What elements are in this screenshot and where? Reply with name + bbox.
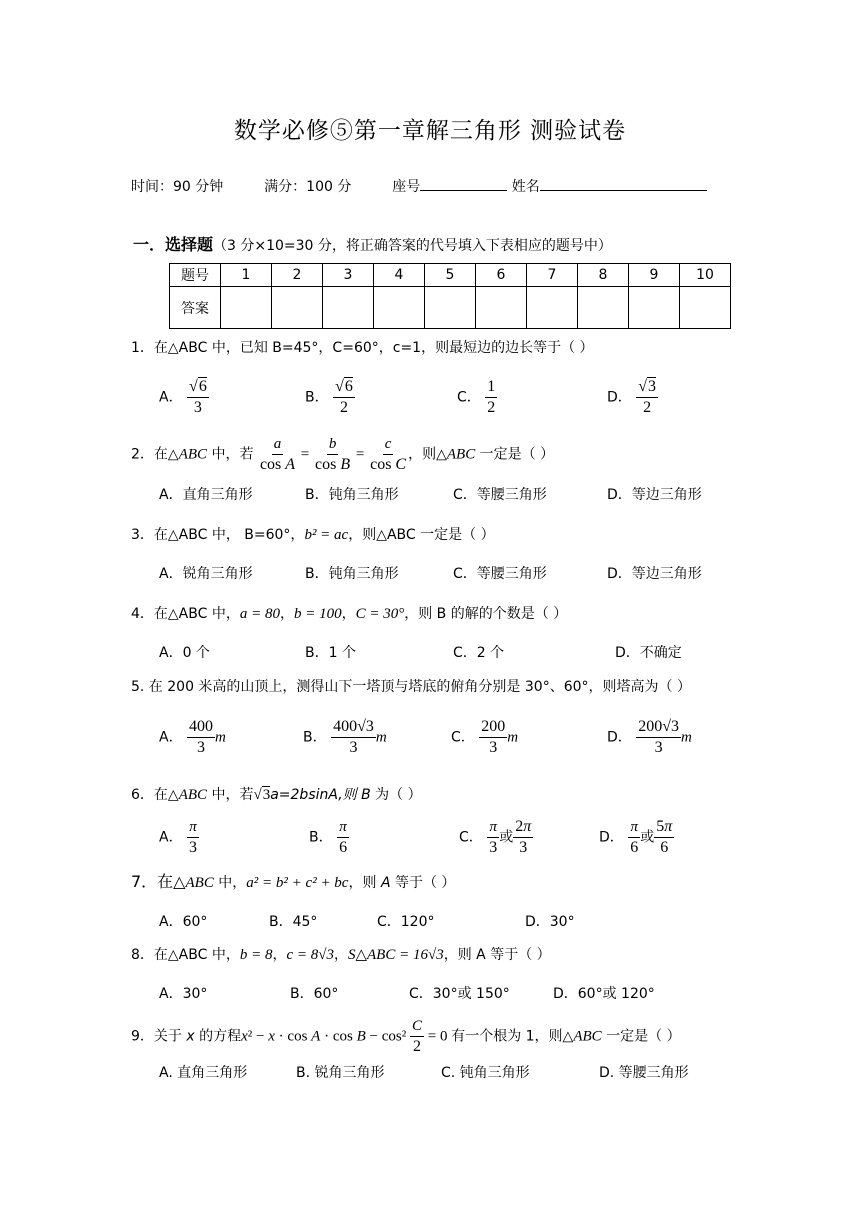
numerator: 6 [344, 378, 353, 395]
question-9-option-b: B. 锐角三角形 [296, 1065, 385, 1081]
question-7-option-a: A．60° [159, 914, 208, 930]
question-9-option-a: A. 直角三角形 [159, 1065, 248, 1081]
numerator: 3 [648, 378, 657, 395]
q2-abc-2: ABC [446, 446, 476, 463]
question-1-option-b [305, 377, 355, 418]
question-2-option-a: A．直角三角形 [159, 487, 253, 503]
question-9-option-d: D. 等腰三角形 [599, 1065, 689, 1081]
option-letter: D． [599, 829, 624, 846]
q4-tail: ，则 B 的解的个数是（ ） [404, 606, 568, 622]
denominator: 3 [489, 739, 498, 756]
question-5-option-d [607, 717, 692, 758]
question-2-option-d: D．等边三角形 [607, 487, 702, 503]
question-6-option-c [459, 817, 533, 858]
denominator: 3 [197, 739, 206, 756]
answer-table-header-label: 题号 [170, 264, 221, 287]
option-fraction: $\frac{\pi}{6}$ [339, 819, 348, 856]
answer-cell[interactable] [680, 287, 731, 329]
option-fraction: $\frac{\pi}{6}$ [630, 819, 639, 856]
denominator: 2 [643, 399, 652, 416]
q8-c: c = 8√3 [286, 947, 334, 963]
question-8-stem: 8．在△ABC 中，b = 8，c = 8√3，S△ABC = 16√3，则 A 等于（ ） [131, 947, 551, 963]
question-4-option-a: A．0 个 [159, 645, 210, 661]
question-3-option-a: A．锐角三角形 [159, 566, 253, 582]
option-fraction: $\frac{\pi}{3}$ [189, 819, 198, 856]
answer-table-answer-row [170, 287, 731, 329]
section-heading [133, 232, 612, 255]
q9-x: x [186, 1028, 195, 1045]
q9-abc: ABC [573, 1028, 602, 1045]
q6-expression: a=2bsinA,则 [270, 787, 362, 803]
answer-cell[interactable] [374, 287, 425, 329]
question-6-option-d [599, 817, 674, 858]
q6-mid: 中，若 [207, 787, 254, 803]
time-label: 时间：90 分钟 [131, 179, 224, 195]
option-letter: A． [159, 829, 183, 846]
question-8-option-c: C．30°或 150° [409, 986, 510, 1002]
question-2-option-b: B．钝角三角形 [305, 487, 399, 503]
question-3-option-c: C．等腰三角形 [453, 566, 547, 582]
numerator: 1 [485, 377, 497, 398]
q7-mid: 中， [213, 875, 247, 891]
question-5-stem: 5. 在 200 米高的山顶上，测得山下一塔顶与塔底的俯角分别是 30°、60°，则塔高为（ ） [131, 679, 691, 695]
option-fraction [331, 717, 376, 758]
question-5-option-a [159, 717, 226, 758]
option-letter: A． [159, 729, 183, 746]
q6-tail: 为（ ） [370, 787, 422, 803]
question-1-option-a [159, 377, 209, 418]
denominator: 2 [487, 399, 496, 416]
answer-cell[interactable] [476, 287, 527, 329]
option-fraction [636, 717, 681, 758]
q4-c: C = 30° [355, 606, 405, 622]
answer-table-number: 3 [323, 264, 374, 287]
answer-cell[interactable] [323, 287, 374, 329]
answer-table-number: 8 [578, 264, 629, 287]
q7-tail: ，则 [348, 875, 381, 891]
question-4-option-b: B．1 个 [305, 645, 356, 661]
option-letter: C． [459, 829, 483, 846]
unit: m [507, 729, 519, 746]
question-5-option-c [451, 717, 518, 758]
option-fraction: $\frac{√6}{3}$ [189, 378, 207, 416]
question-8-option-d: D．60°或 120° [553, 986, 655, 1002]
q6-lead: 6．在△ [131, 787, 179, 803]
question-4-option-c: C．2 个 [453, 645, 505, 661]
q9-fraction: $\frac{C}{2}$ [411, 1018, 422, 1055]
question-2-stem: 2．在△ABC 中，若 $\frac{a}{\text{cos A}}$ = $\frac{b}{\text{cos B}}$ = $\frac{c}{\text{cos C}}$ ，则△ABC 一定是（ ） [131, 436, 555, 473]
question-3-option-d: D．等边三角形 [607, 566, 702, 582]
q3-lead: 3．在△ABC 中， B=60°， [131, 527, 305, 543]
section-note: （3 分×10=30 分，将正确答案的代号填入下表相应的题号中） [213, 238, 612, 254]
q4-lead: 4．在△ABC 中， [131, 606, 240, 622]
page-title: 数学必修⑤第一章解三角形 测验试卷 [233, 118, 627, 144]
q3-equation: b² = ac [304, 527, 349, 543]
answer-cell[interactable] [629, 287, 680, 329]
question-1-stem: 1．在△ABC 中，已知 B=45°，C=60°，c=1，则最短边的边长等于（ ） [131, 340, 594, 356]
q2-frac-b: $\frac{b}{\text{cos B}}$ [315, 436, 351, 473]
q2-tail2: 一定是（ ） [475, 446, 555, 463]
question-6-option-b [309, 817, 349, 858]
question-3-stem [131, 524, 495, 544]
unit: m [215, 729, 226, 746]
option-fraction: $\frac{2\pi}{3}$ [515, 818, 532, 856]
answer-table-number: 2 [272, 264, 323, 287]
answer-table-number: 5 [425, 264, 476, 287]
q8-tail: ，则 A 等于（ ） [443, 947, 551, 963]
option-letter: A． [159, 389, 183, 406]
question-9-stem: 9．关于 x 的方程x² − x · cos A · cos B − cos² $\frac{C}{2}$ = 0 有一个根为 1，则△ABC 一定是（ ） [131, 1018, 681, 1055]
question-9-option-c: C. 钝角三角形 [441, 1065, 530, 1081]
unit: m [375, 729, 387, 746]
q2-frac-c: $\frac{c}{\text{cos C}}$ [370, 436, 407, 473]
option-fraction: $\frac{√6}{2}$ [335, 378, 353, 416]
answer-table [169, 263, 731, 329]
denominator: 3 [193, 399, 202, 416]
question-1-option-d [607, 377, 658, 418]
q2-tail: ，则△ [408, 446, 447, 463]
question-7-option-d: D．30° [525, 914, 575, 930]
q2-frac-a: $\frac{a}{\text{cos A}}$ [259, 436, 296, 473]
option-letter: D． [607, 729, 632, 746]
q2-abc: ABC [178, 446, 208, 463]
answer-cell[interactable] [221, 287, 272, 329]
question-4-option-d: D．不确定 [615, 645, 682, 661]
score-label: 满分：100 分 [264, 179, 352, 195]
q9-tail: 有一个根为 1，则△ [451, 1028, 574, 1045]
exam-info-line [131, 176, 707, 196]
question-6-option-a [159, 817, 199, 858]
numerator: 400 [187, 717, 215, 738]
q2-lead: 2．在△ [131, 446, 179, 463]
q2-mid: 中，若 [207, 446, 254, 463]
q9-tail2: 一定是（ ） [601, 1028, 681, 1045]
answer-table-number: 6 [476, 264, 527, 287]
option-fraction [187, 717, 215, 758]
option-fraction [485, 377, 497, 418]
q7-a-variable: A [380, 875, 391, 891]
or-text: 或 [499, 829, 514, 846]
option-letter: B． [309, 829, 333, 846]
question-7-stem [131, 869, 455, 892]
name-blank[interactable] [540, 176, 707, 191]
q8-lead: 8．在△ABC 中， [131, 947, 240, 963]
option-letter: C． [457, 389, 481, 406]
option-letter: D． [607, 389, 632, 406]
denominator: 2 [339, 399, 348, 416]
numerator: 400√3 [331, 717, 376, 738]
q7-abc: ABC [185, 875, 214, 891]
answer-cell[interactable] [578, 287, 629, 329]
question-6-stem: 6．在△ABC 中，若√3a=2bsinA,则 B 为（ ） [131, 787, 422, 803]
answer-table-row-label: 答案 [170, 287, 221, 329]
denominator: 3 [349, 739, 358, 756]
q7-lead: 7．在△ [131, 872, 186, 891]
question-8-option-b: B．60° [290, 986, 339, 1002]
question-3-option-b: B．钝角三角形 [305, 566, 399, 582]
q4-a: a = 80 [239, 606, 280, 622]
answer-table-number: 7 [527, 264, 578, 287]
q4-b: b = 100 [293, 606, 342, 622]
seat-blank[interactable] [420, 176, 507, 191]
option-fraction: $\frac{√3}{2}$ [638, 378, 657, 416]
q6-abc: ABC [178, 787, 208, 803]
section-title: 一．选择题 [133, 235, 214, 254]
answer-table-number: 10 [680, 264, 731, 287]
numerator: 6 [198, 378, 207, 395]
question-7-option-b: B．45° [269, 914, 318, 930]
q9-equation: x² − x · cos A · cos B − cos² [241, 1028, 410, 1045]
question-2-option-c: C．等腰三角形 [453, 487, 547, 503]
answer-table-number: 9 [629, 264, 680, 287]
q7-equation: a² = b² + c² + bc [246, 875, 349, 891]
numerator: 200√3 [636, 717, 681, 738]
numerator: 200 [479, 717, 507, 738]
option-letter: B． [303, 729, 327, 746]
or-text: 或 [640, 829, 655, 846]
question-1-option-c [457, 377, 497, 418]
option-fraction [479, 717, 507, 758]
q8-b: b = 8 [239, 947, 273, 963]
q9-lead: 9．关于 [131, 1028, 187, 1045]
q3-tail: ，则△ABC 一定是（ ） [348, 527, 495, 543]
option-fraction: $\frac{5\pi}{6}$ [656, 818, 673, 856]
question-7-option-c: C．120° [377, 914, 435, 930]
question-5-option-b [303, 717, 387, 758]
answer-cell[interactable] [527, 287, 578, 329]
question-4-stem: 4．在△ABC 中，a = 80，b = 100，C = 30°，则 B 的解的个数是（ ） [131, 606, 568, 622]
option-letter: B． [305, 389, 329, 406]
name-label: 姓名 [511, 179, 540, 195]
q9-mid: 的方程 [194, 1028, 242, 1045]
answer-table-header-row [170, 264, 731, 287]
unit: m [681, 729, 692, 746]
answer-table-number: 4 [374, 264, 425, 287]
answer-table-number: 1 [221, 264, 272, 287]
option-letter: C． [451, 729, 475, 746]
q6-b-variable: B [361, 787, 371, 803]
q8-area: S△ABC = 16√3 [347, 947, 444, 963]
q7-tail2: 等于（ ） [390, 875, 456, 891]
answer-cell[interactable] [425, 287, 476, 329]
answer-cell[interactable] [272, 287, 323, 329]
denominator: 3 [654, 739, 663, 756]
option-fraction: $\frac{\pi}{3}$ [489, 819, 498, 856]
seat-label: 座号 [392, 179, 421, 195]
question-8-option-a: A．30° [159, 986, 208, 1002]
